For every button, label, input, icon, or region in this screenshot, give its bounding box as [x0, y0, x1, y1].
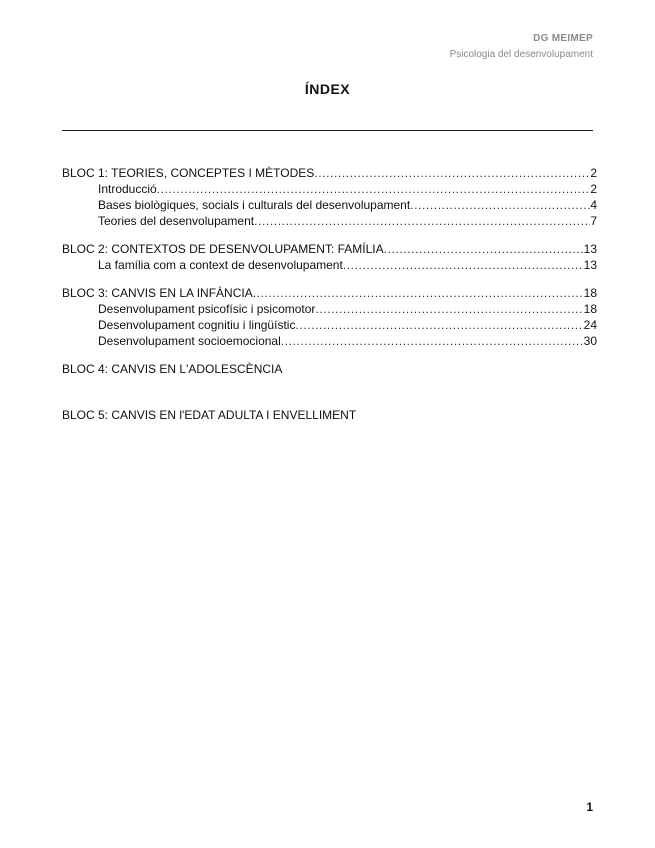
toc-subentry-label: Bases biològiques, socials i culturals del desenvolupament: [98, 198, 411, 212]
toc-entry-label: BLOC 3: CANVIS EN LA INFÀNCIA: [62, 286, 253, 300]
header-subject: Psicologia del desenvolupament: [449, 49, 593, 60]
toc-group-bloc-2: [62, 241, 597, 273]
dot-leader: [295, 317, 583, 333]
page-header: [450, 33, 593, 60]
header-course-code: DG MEIMEP: [533, 33, 593, 44]
toc-entry[interactable]: [62, 165, 597, 181]
toc-entry-page: 18: [583, 286, 597, 300]
toc-group-bloc-3: [62, 285, 597, 349]
dot-leader: [315, 301, 583, 317]
toc-subentry[interactable]: [62, 301, 597, 317]
toc-entry-page: 2: [590, 166, 597, 180]
toc-subentry-label: Introducció: [98, 182, 157, 196]
toc-subentry-page: 2: [590, 182, 597, 196]
toc-subentry[interactable]: [62, 197, 597, 213]
toc-entry[interactable]: [62, 241, 597, 257]
toc-subentry-label: Teories del desenvolupament: [98, 214, 255, 228]
toc-entry-page: 13: [583, 242, 597, 256]
toc-subentry[interactable]: [62, 333, 597, 349]
table-of-contents: [62, 165, 597, 423]
toc-subentry-page: 30: [583, 334, 597, 348]
toc-subentry-page: 4: [590, 198, 597, 212]
toc-entry-label: BLOC 2: CONTEXTOS DE DESENVOLUPAMENT: FAMÍLIA: [62, 242, 384, 256]
toc-subentry-label: La família com a context de desenvolupament: [98, 258, 343, 272]
toc-subentry[interactable]: [62, 257, 597, 273]
toc-subentry-label: Desenvolupament psicofísic i psicomotor: [98, 302, 316, 316]
page-number: 1: [586, 800, 593, 814]
dot-leader: [410, 197, 590, 213]
dot-leader: [157, 181, 591, 197]
dot-leader: [384, 241, 584, 257]
toc-entry-bloc-5[interactable]: BLOC 5: CANVIS EN l'EDAT ADULTA I ENVELLIMENT: [62, 408, 357, 422]
dot-leader: [343, 257, 584, 273]
toc-entry[interactable]: [62, 285, 597, 301]
dot-leader: [314, 165, 590, 181]
toc-subentry-label: Desenvolupament socioemocional: [98, 334, 281, 348]
toc-subentry-page: 7: [590, 214, 597, 228]
dot-leader: [254, 213, 590, 229]
toc-subentry-page: 24: [583, 318, 597, 332]
toc-group-bloc-1: [62, 165, 597, 229]
toc-subentry-label: Desenvolupament cognitiu i lingüístic: [98, 318, 296, 332]
toc-subentry-page: 13: [583, 258, 597, 272]
toc-entry-bloc-4[interactable]: BLOC 4: CANVIS EN L'ADOLESCÈNCIA: [62, 362, 283, 376]
dot-leader: [253, 285, 584, 301]
toc-subentry[interactable]: [62, 317, 597, 333]
title-divider: [62, 130, 593, 131]
toc-subentry[interactable]: [62, 213, 597, 229]
page-title: ÍNDEX: [304, 81, 351, 97]
dot-leader: [281, 333, 584, 349]
toc-subentry[interactable]: [62, 181, 597, 197]
toc-entry-label: BLOC 1: TEORIES, CONCEPTES I MÈTODES: [62, 166, 315, 180]
toc-subentry-page: 18: [583, 302, 597, 316]
